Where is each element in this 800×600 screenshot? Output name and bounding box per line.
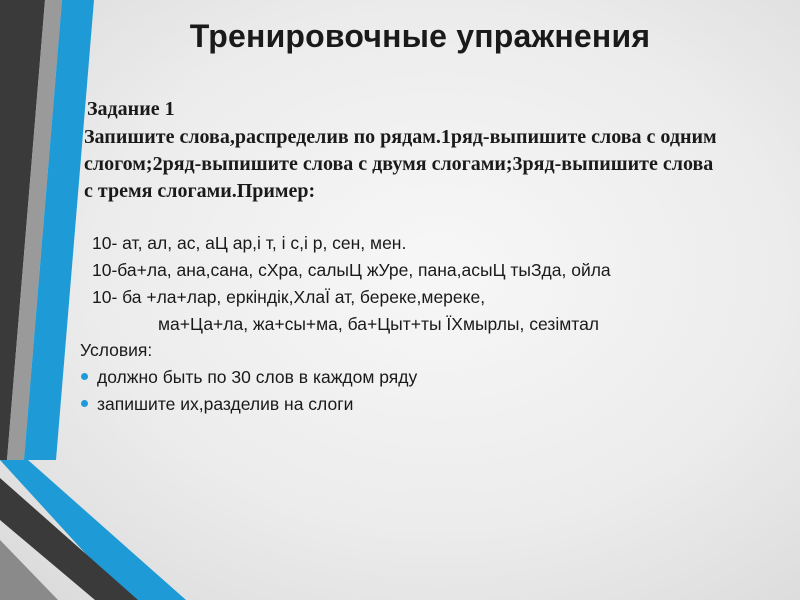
list-item	[80, 366, 417, 393]
conditions-list	[80, 366, 417, 420]
condition-text: должно быть по 30 слов в каждом ряду	[97, 367, 418, 387]
example-line-3: 10- ба +ла+лар, еркіндік,ХлаЇ ат, береке,мереке,	[92, 287, 486, 307]
example-line-2: 10-ба+ла, ана,сана, сХра, салыЦ жУре, пана,асыЦ тыЗда, ойла	[92, 260, 611, 280]
conditions-label: Условия:	[80, 340, 153, 360]
list-item	[80, 393, 417, 420]
example-line-1: 10- ат, ал, ас, аЦ ар,і т, і с,і р, сен, мен.	[92, 233, 407, 253]
bullet-icon	[81, 373, 88, 380]
slide-title: Тренировочные упражнения	[189, 18, 651, 54]
example-line-4: ма+Ца+ла, жа+сы+ма, ба+Цыт+ты ЇХмырлы, сезімтал	[158, 314, 600, 334]
condition-text: запишите их,разделив на слоги	[97, 394, 354, 414]
task-instructions: Запишите слова,распределив по рядам.1ряд-выпишите слова с одним слогом;2ряд-выпишите слова с двумя слогами;3ряд-выпишите слова с тремя слогами.Пример:	[84, 126, 717, 202]
bullet-icon	[81, 400, 88, 407]
task-heading: Задание 1	[87, 98, 175, 120]
